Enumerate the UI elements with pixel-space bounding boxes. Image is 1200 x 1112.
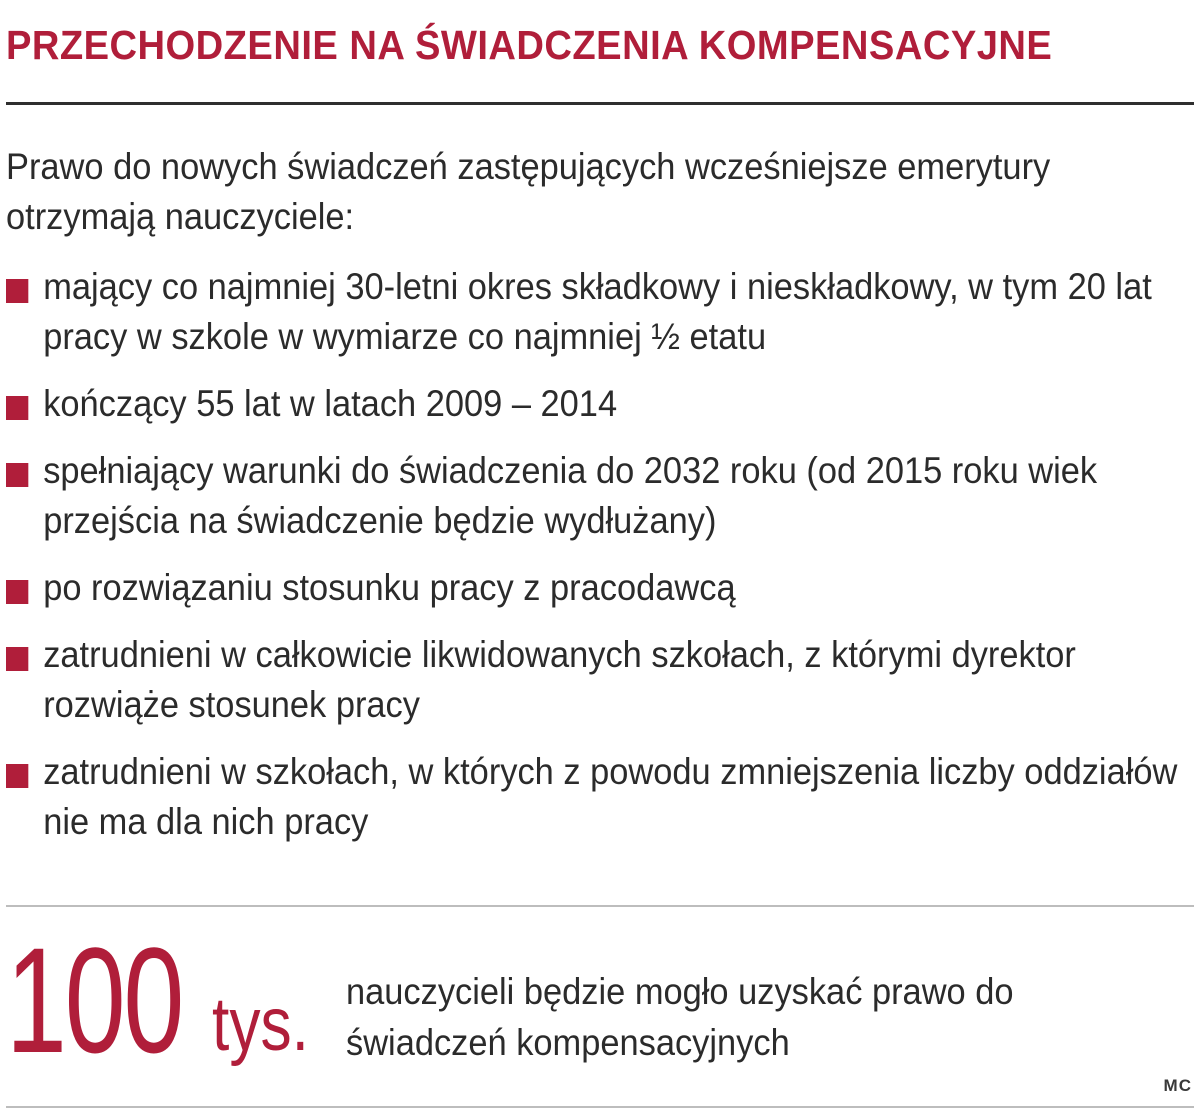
stat-description: nauczycieli będzie mogło uzyskać prawo do świadczeń kompensacyjnych bbox=[346, 971, 1014, 1063]
bottom-divider bbox=[6, 1106, 1194, 1108]
stat-unit: tys. bbox=[212, 982, 309, 1067]
list-item bbox=[6, 379, 1182, 429]
list-item bbox=[6, 446, 1182, 546]
list-item-text: po rozwiązaniu stosunku pracy z pracodawcą bbox=[43, 567, 736, 608]
list-item bbox=[6, 563, 1182, 613]
list-item bbox=[6, 262, 1182, 362]
bullet-square-icon bbox=[6, 764, 28, 788]
bullet-square-icon bbox=[6, 647, 28, 671]
bullet-square-icon bbox=[6, 279, 28, 303]
middle-divider bbox=[6, 905, 1194, 907]
list-item-text: zatrudnieni w szkołach, w których z powodu zmniejszenia liczby oddziałów nie ma dla nich pracy bbox=[43, 751, 1178, 842]
intro-text: Prawo do nowych świadczeń zastępujących wcześniejsze emerytury otrzymają nauczyciele: bbox=[6, 146, 1051, 237]
list-item-text: kończący 55 lat w latach 2009 – 2014 bbox=[43, 383, 618, 424]
list-item-text: mający co najmniej 30-letni okres składkowy i nieskładkowy, w tym 20 lat pracy w szkole w wymiarze co najmniej ½ etatu bbox=[43, 266, 1152, 357]
top-divider bbox=[6, 102, 1194, 105]
source-credit: MC bbox=[1163, 1076, 1192, 1095]
list-item bbox=[6, 747, 1182, 847]
bullet-square-icon bbox=[6, 580, 28, 604]
eligibility-list bbox=[6, 262, 1182, 864]
bullet-square-icon bbox=[6, 463, 28, 487]
list-item-text: zatrudnieni w całkowicie likwidowanych szkołach, z którymi dyrektor rozwiąże stosunek pracy bbox=[43, 634, 1076, 725]
infographic-title: PRZECHODZENIE NA ŚWIADCZENIA KOMPENSACYJNE bbox=[6, 22, 1053, 68]
list-item bbox=[6, 630, 1182, 730]
stat-number: 100 bbox=[6, 916, 183, 1084]
bullet-square-icon bbox=[6, 396, 28, 420]
list-item-text: spełniający warunki do świadczenia do 2032 roku (od 2015 roku wiek przejścia na świadczenie będzie wydłużany) bbox=[43, 450, 1098, 541]
